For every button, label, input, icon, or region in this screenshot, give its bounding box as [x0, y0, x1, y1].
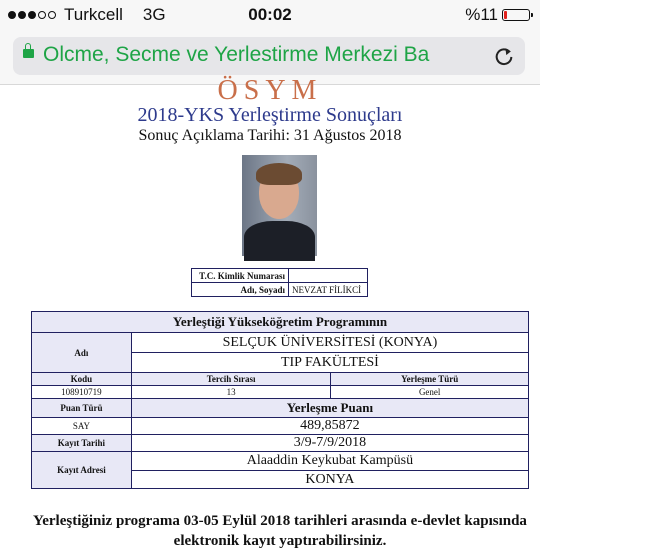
university-name: SELÇUK ÜNİVERSİTESİ (KONYA): [131, 333, 528, 353]
code-label: Kodu: [32, 373, 132, 386]
reg-address-label: Kayıt Adresi: [32, 452, 132, 489]
announcement-date: Sonuç Açıklama Tarihi: 31 Ağustos 2018: [138, 127, 402, 144]
table-row: [32, 386, 529, 399]
identity-table: [191, 268, 368, 297]
tc-label: T.C. Kimlik Numarası: [192, 269, 289, 283]
lock-icon: [23, 49, 34, 58]
table-row: [32, 452, 529, 471]
status-right: [465, 5, 530, 25]
name-value: NEVZAT FİLİKCİ: [289, 283, 368, 297]
reload-icon[interactable]: [493, 45, 515, 67]
score-value: 489,85872: [131, 418, 528, 435]
tc-value: [289, 269, 368, 283]
registration-note: [0, 511, 560, 551]
program-name-label: Adı: [32, 333, 132, 373]
osym-logo: ÖSYM: [217, 75, 323, 106]
network-type: 3G: [142, 5, 166, 24]
type-label: Yerleşme Türü: [331, 373, 529, 386]
reg-address-line1: Alaaddin Keykubat Kampüsü: [131, 452, 528, 471]
table-row: [192, 283, 368, 297]
faculty-name: TIP FAKÜLTESİ: [131, 353, 528, 373]
carrier-name: Turkcell: [64, 5, 123, 24]
score-label: Yerleşme Puanı: [131, 399, 528, 418]
page-title: 2018-YKS Yerleştirme Sonuçları: [137, 104, 403, 126]
battery-icon: [502, 9, 530, 21]
placement-header: Yerleştiği Yükseköğretim Programının: [32, 312, 529, 333]
note-line-1: Yerleştiğiniz programa 03-05 Eylül 2018 tarihleri arasında e-devlet kapısında: [33, 513, 527, 529]
table-row: [192, 269, 368, 283]
reg-address-line2: KONYA: [131, 471, 528, 489]
table-row: [32, 399, 529, 418]
table-row: [32, 373, 529, 386]
score-type-value: SAY: [32, 418, 132, 435]
candidate-photo: [242, 155, 317, 256]
placement-table: [31, 311, 529, 489]
choice-label: Tercih Sırası: [131, 373, 331, 386]
url-text[interactable]: Olcme, Secme ve Yerlestirme Merkezi Ba: [43, 43, 430, 66]
reg-date-label: Kayıt Tarihi: [32, 435, 132, 452]
address-bar[interactable]: [13, 37, 525, 75]
table-row: [32, 418, 529, 435]
choice-value: 13: [131, 386, 331, 399]
status-bar: [0, 0, 540, 30]
table-row: [32, 435, 529, 452]
clock: 00:02: [248, 5, 292, 24]
type-value: Genel: [331, 386, 529, 399]
table-row: [32, 312, 529, 333]
battery-percent: %11: [465, 5, 498, 24]
reg-date-value: 3/9-7/9/2018: [131, 435, 528, 452]
table-row: [32, 333, 529, 353]
score-type-label: Puan Türü: [32, 399, 132, 418]
note-line-2: elektronik kayıt yaptırabilirsiniz.: [173, 533, 387, 549]
code-value: 108910719: [32, 386, 132, 399]
name-label: Adı, Soyadı: [192, 283, 289, 297]
